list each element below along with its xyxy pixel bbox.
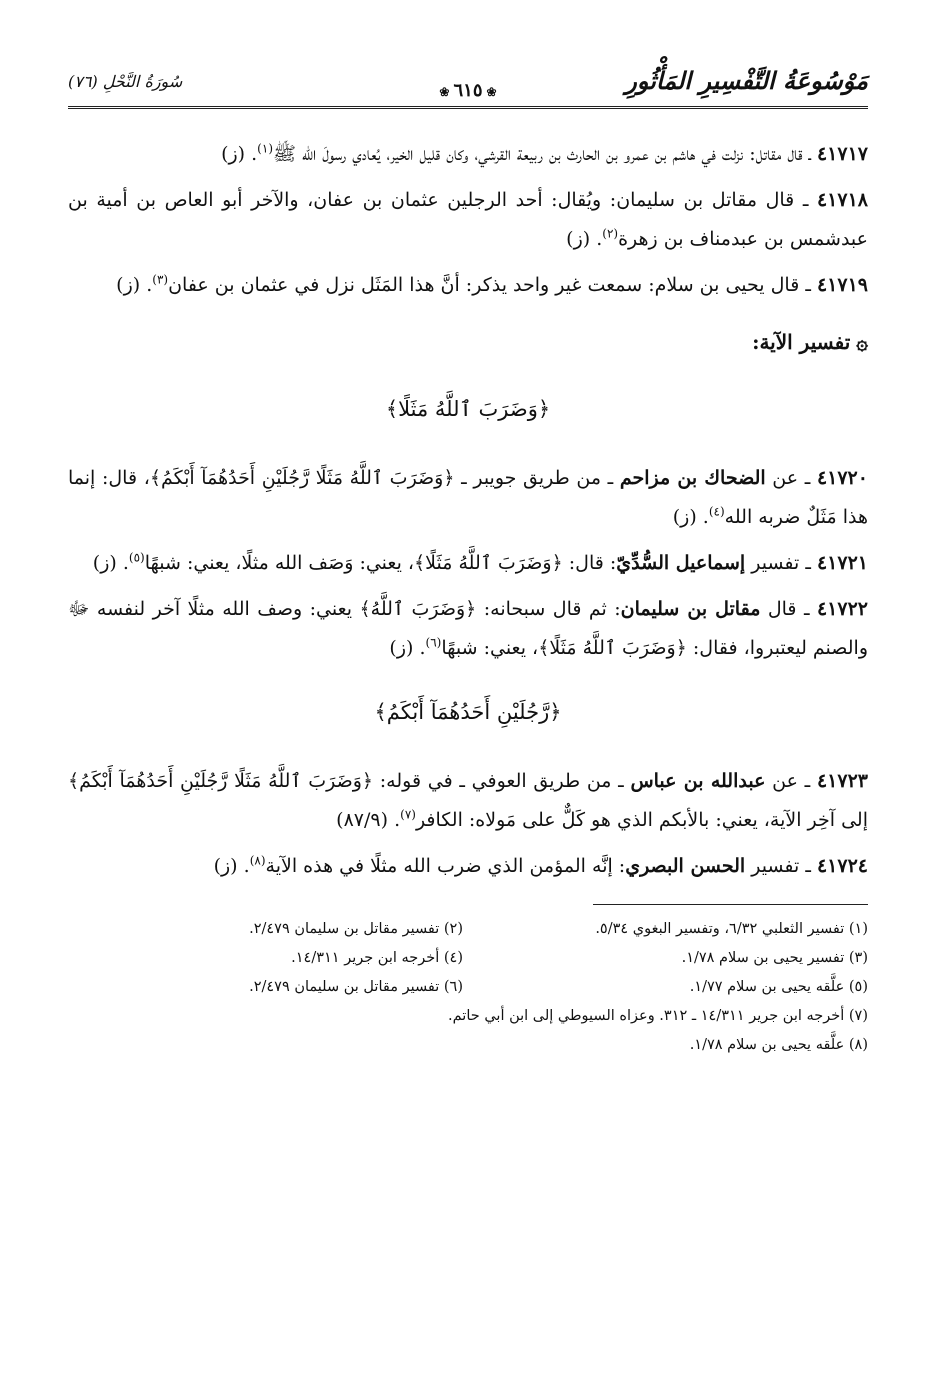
narration-number: ٤١٧١٨ (816, 189, 868, 211)
narration-number: ٤١٧٢٤ (816, 855, 868, 877)
footnote-ref: (٣) (152, 272, 169, 287)
footnote-ref: (٨) (249, 853, 266, 868)
ornament-icon: ❀ (439, 85, 450, 99)
narration-paragraph: ٤١٧١٨ ـ قال مقاتل بن سليمان: ويُقال: أحد الرجلين عثمان بن عفان، والآخر أبو العاص بن أمية بن عبدشمس بن عبدمناف بن زهرة$^{(٢)}$. (ز) (68, 189, 868, 250)
quran-quote: ﴿وَضَرَبَ ٱللَّهُ﴾ (359, 598, 477, 620)
surah-label: سُورَةُ النَّحْلِ (٧٦) (68, 72, 183, 91)
footnote: (٢) تفسير مقاتل بن سليمان ٢/٤٧٩. (249, 921, 463, 937)
narration-paragraph: ٤١٧٢٠ ـ عن الضحاك بن مزاحم ـ من طريق جويبر ـ ﴿وَضَرَبَ ٱللَّهُ مَثَلًا رَّجُلَيْنِ أَحَدُهُمَآ أَبْكَمُ﴾، قال: إنما هذا مَثَلٌ ضربه الله$^{(٤)}$. (ز) (68, 467, 868, 528)
narration-paragraph: ٤١٧١٧ ـ قال مقاتل: نزلت في هاشم بن عمرو بن الحارث بن ربيعة القرشي، وكان قليل الخير، يُعادي رسولَ الله ﷺ$^{(١)}$. (ز) (221, 141, 868, 165)
book-title: مَوْسُوعَةُ التَّفْسِيرِ المَأْثُورِ (625, 66, 868, 95)
quran-quote: ﴿وَضَرَبَ ٱللَّهُ مَثَلًا﴾ (538, 637, 687, 659)
main-text (68, 135, 868, 1060)
narration-paragraph: ٤١٧٢٤ ـ تفسير الحسن البصري: إنَّه المؤمن الذي ضرب الله مثلًا في هذه الآية$^{(٨)}$. (ز) (213, 853, 868, 877)
document-page (68, 60, 868, 1360)
footnote-ref: (٧) (400, 807, 416, 822)
ayah-heading: ﴿رَّجُلَيْنِ أَحَدُهُمَآ أَبْكَمُ﴾ (374, 700, 562, 724)
narration-number: ٤١٧١٩ (816, 274, 868, 296)
narration-number: ٤١٧٢١ (816, 552, 868, 574)
footnote-ref: (٥) (128, 550, 145, 565)
narration-paragraph: ٤١٧٢٣ ـ عن عبدالله بن عباس ـ من طريق العوفي ـ في قوله: ﴿وَضَرَبَ ٱللَّهُ مَثَلًا رَّجُلَيْنِ أَحَدُهُمَآ أَبْكَمُ﴾ إلى آخِر الآية، يعني: بالأبكم الذي هو كَلٌّ على مَولاه: الكافر$^{(٧)}$. (٨٧/٩) (68, 770, 868, 831)
page-number: ٦١٥ (453, 80, 483, 101)
footnotes (68, 915, 868, 1060)
ornament-icon: ❀ (486, 85, 497, 99)
quran-quote: ﴿وَضَرَبَ ٱللَّهُ مَثَلًا رَّجُلَيْنِ أَحَدُهُمَآ أَبْكَمُ﴾ (68, 770, 374, 792)
quran-quote: ﴿وَضَرَبَ ٱللَّهُ مَثَلًا﴾ (414, 552, 563, 574)
footnote: (٨) علَّقه يحيى بن سلام ١/٧٨. (689, 1037, 868, 1053)
footnote-ref: (٤) (708, 504, 725, 519)
section-heading: ۞تفسير الآية: (752, 330, 868, 354)
star-ornament-icon: ۞ (856, 330, 868, 354)
page-number-block (435, 80, 500, 101)
footnote-ref: (٦) (425, 635, 442, 650)
quran-quote: ﴿وَضَرَبَ ٱللَّهُ مَثَلًا رَّجُلَيْنِ أَحَدُهُمَآ أَبْكَمُ﴾ (149, 467, 455, 489)
footnote-separator (593, 904, 868, 905)
ayah-heading: ﴿وَضَرَبَ ٱللَّهُ مَثَلًا﴾ (385, 397, 551, 421)
narration-paragraph: ٤١٧٢٢ ـ قال مقاتل بن سليمان: ثم قال سبحانه: ﴿وَضَرَبَ ٱللَّهُ﴾ يعني: وصف الله مثلًا آخر لنفسه ﷻ والصنم ليعتبروا، فقال: ﴿وَضَرَبَ ٱللَّهُ مَثَلًا﴾، يعني: شبهًا$^{(٦)}$. (ز) (68, 598, 868, 659)
footnote: (٦) تفسير مقاتل بن سليمان ٢/٤٧٩. (249, 979, 463, 995)
footnote: (١) تفسير الثعلبي ٦/٣٢، وتفسير البغوي ٥/٣٤. (595, 921, 868, 937)
narration-number: ٤١٧٢٢ (816, 598, 868, 620)
footnote: (٥) علَّقه يحيى بن سلام ١/٧٧. (689, 979, 868, 995)
narration-number: ٤١٧٢٣ (816, 770, 868, 792)
page-header (68, 60, 868, 109)
narration-paragraph: ٤١٧٢١ ـ تفسير إسماعيل السُّدِّيّ: قال: ﴿وَضَرَبَ ٱللَّهُ مَثَلًا﴾، يعني: وَصَف الله مثلًا، يعني: شبهًا$^{(٥)}$. (ز) (92, 550, 868, 574)
footnote-ref: (١) (257, 141, 273, 156)
footnote: (٣) تفسير يحيى بن سلام ١/٧٨. (681, 950, 868, 966)
narration-paragraph: ٤١٧١٩ ـ قال يحيى بن سلام: سمعت غير واحد يذكر: أنَّ هذا المَثَل نزل في عثمان بن عفان$^{(٣)}$. (ز) (116, 272, 868, 296)
footnote: (٧) أخرجه ابن جرير ١٤/٣١١ ـ ٣١٢. وعزاه السيوطي إلى ابن أبي حاتم. (448, 1008, 868, 1024)
narration-number: ٤١٧١٧ (816, 143, 868, 165)
footnote-ref: (٢) (602, 226, 619, 241)
narration-number: ٤١٧٢٠ (816, 467, 868, 489)
footnote: (٤) أخرجه ابن جرير ١٤/٣١١. (291, 950, 463, 966)
